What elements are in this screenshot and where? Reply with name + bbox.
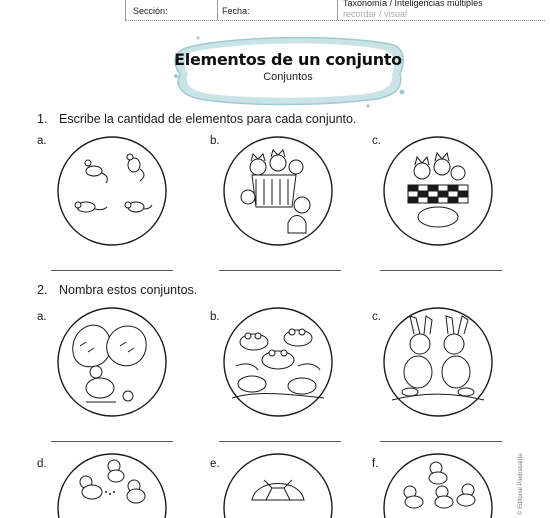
publisher-credit-text: © Editorial Piedrasanta [518, 453, 524, 515]
fecha-label: Fecha: [222, 6, 250, 16]
taxonomy-subtext: recordar / visual [343, 9, 408, 19]
answer-line[interactable] [51, 270, 173, 271]
item-letter: a. [37, 311, 47, 323]
question-text: Escribe la cantidad de elementos para cada conjunto. [59, 112, 357, 126]
item-letter: d. [37, 458, 47, 470]
seccion-label: Sección: [133, 6, 168, 16]
answer-line[interactable] [219, 270, 341, 271]
kittens-tablecloth-circle [382, 135, 494, 247]
worksheet-subtitle: Conjuntos [263, 71, 313, 83]
taxonomy-block [343, 0, 483, 20]
question-number: 2. [37, 283, 48, 297]
item-letter: b. [210, 135, 220, 147]
publisher-credit [518, 455, 528, 515]
worksheet-header [0, 0, 550, 22]
chicks-set-circle [56, 452, 168, 518]
turtle-set-circle [222, 452, 334, 518]
rabbits-set-circle [382, 306, 494, 418]
taxonomy-text: Taxonomía / Inteligencias múltiples [343, 0, 483, 8]
question-1 [37, 112, 356, 126]
frogs-set-circle [222, 306, 334, 418]
question-number: 1. [37, 112, 48, 126]
birds-set-circle [382, 452, 494, 518]
item-letter: e. [210, 458, 220, 470]
mice-set-circle [56, 135, 168, 247]
question-2 [37, 283, 197, 297]
answer-line[interactable] [380, 270, 502, 271]
item-letter: c. [372, 311, 381, 323]
kittens-basket-circle [222, 135, 334, 247]
item-letter: a. [37, 135, 47, 147]
answer-line[interactable] [219, 441, 341, 442]
answer-line[interactable] [380, 441, 502, 442]
header-divider [337, 0, 338, 20]
hens-set-circle [56, 306, 168, 418]
header-divider [217, 0, 218, 20]
item-letter: b. [210, 311, 220, 323]
worksheet-title: Elementos de un conjunto [174, 50, 402, 69]
header-divider [125, 0, 126, 20]
item-letter: c. [372, 135, 381, 147]
header-rule [125, 20, 545, 21]
question-text: Nombra estos conjuntos. [59, 283, 198, 297]
title-splash-shape [168, 30, 408, 110]
item-letter: f. [372, 458, 379, 470]
answer-line[interactable] [51, 441, 173, 442]
